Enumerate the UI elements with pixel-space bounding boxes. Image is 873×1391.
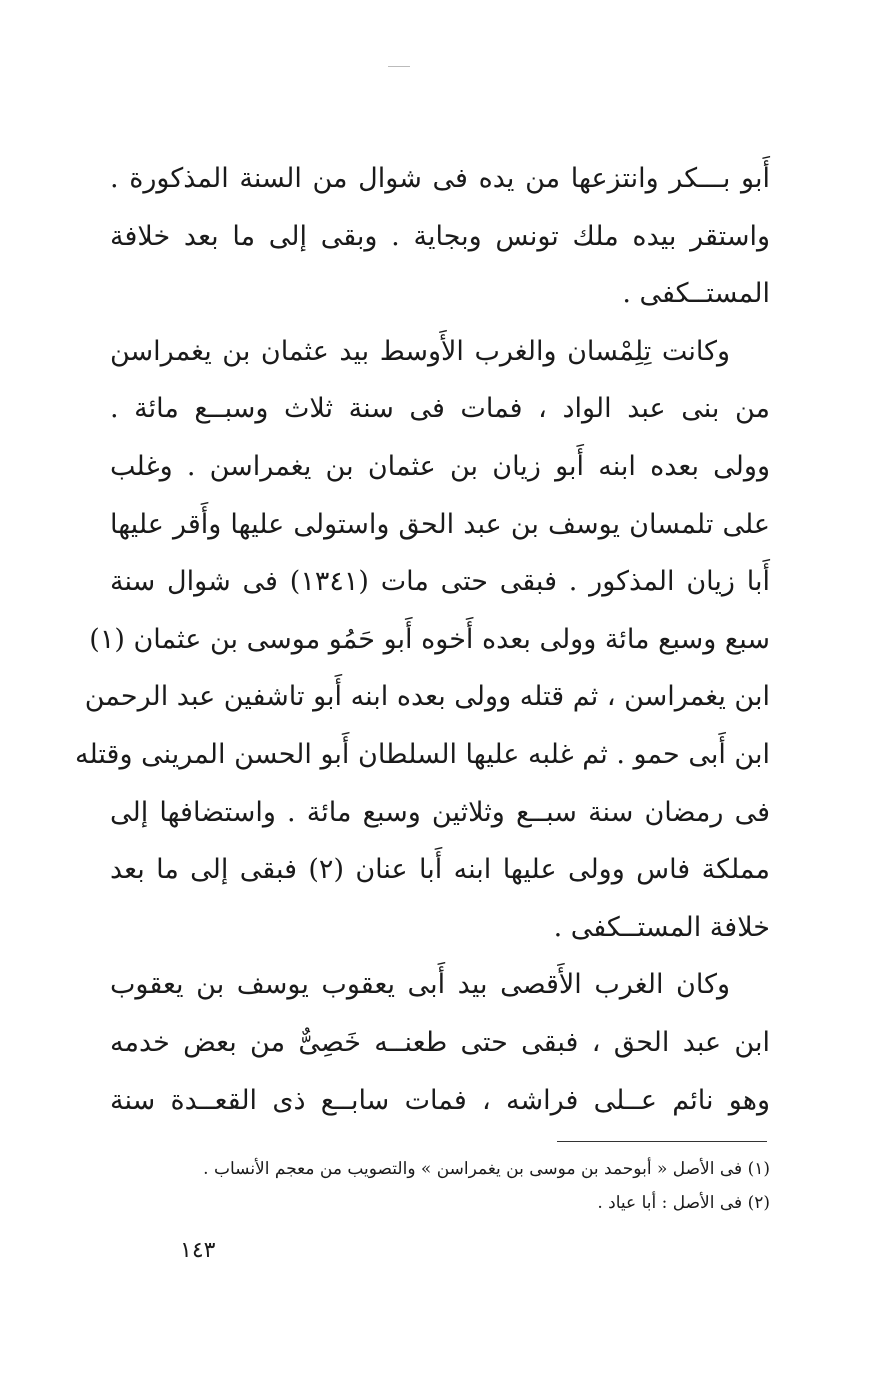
footnotes: [203, 1152, 770, 1220]
text-line: ابن أَبى حمو . ثم غلبه عليها السلطان أَبو الحسن المرينى وقتله: [75, 738, 770, 770]
text-line: ابن عبد الحق ، فبقى حتى طعنــه خَصِىٌّ من بعض خدمه: [110, 1026, 770, 1058]
footnote: (٢) فى الأصل : أبا عياد .: [597, 1193, 770, 1213]
text-line: وولى بعده ابنه أَبو زيان بن عثمان بن يغمراسن . وغلب: [110, 450, 770, 482]
text-line: مملكة فاس وولى عليها ابنه أَبا عنان (٢) فبقى إلى ما بعد: [110, 854, 770, 886]
text-line: ابن يغمراسن ، ثم قتله وولى بعده ابنه أَبو تاشفين عبد الرحمن: [84, 681, 770, 713]
text-line: أَبو بـــكر وانتزعها من يده فى شوال من السنة المذكورة .: [110, 163, 770, 194]
text-line: المستــكفى .: [622, 278, 770, 310]
footnote: (١) فى الأصل « أبوحمد بن موسى بن يغمراسن » والتصويب من معجم الأنساب .: [203, 1159, 770, 1179]
text-line: من بنى عبد الواد ، فمات فى سنة ثلاث وسبــع مائة .: [110, 393, 770, 425]
footnote-rule: [557, 1141, 767, 1142]
text-line: سبع وسبع مائة وولى بعده أَخوه أَبو حَمُو موسى بن عثمان (١): [89, 623, 770, 655]
text-line: أَبا زيان المذكور . فبقى حتى مات (١٣٤١) فى شوال سنة: [110, 566, 771, 598]
text-line: وهو نائم عــلى فراشه ، فمات سابــع ذى القعــدة سنة: [110, 1084, 770, 1116]
text-line: خلافة المستــكفى .: [553, 911, 770, 943]
text-line: على تلمسان يوسف بن عبد الحق واستولى عليها وأَقر عليها: [110, 508, 770, 540]
scan-speck: [388, 66, 410, 67]
text-line: واستقر بيده ملك تونس وبجاية . وبقى إلى ما بعد خلافة: [110, 220, 770, 252]
body-text: [75, 150, 771, 1129]
text-line: وكانت تِلِمْسان والغرب الأَوسط بيد عثمان بن يغمراسن: [110, 335, 730, 367]
page-number: ١٤٣: [180, 1238, 216, 1263]
text-line: وكان الغرب الأَقصى بيد أَبى يعقوب يوسف بن يعقوب: [110, 969, 730, 1001]
text-line: فى رمضان سنة سبــع وثلاثين وسبع مائة . واستضافها إلى: [110, 796, 770, 828]
